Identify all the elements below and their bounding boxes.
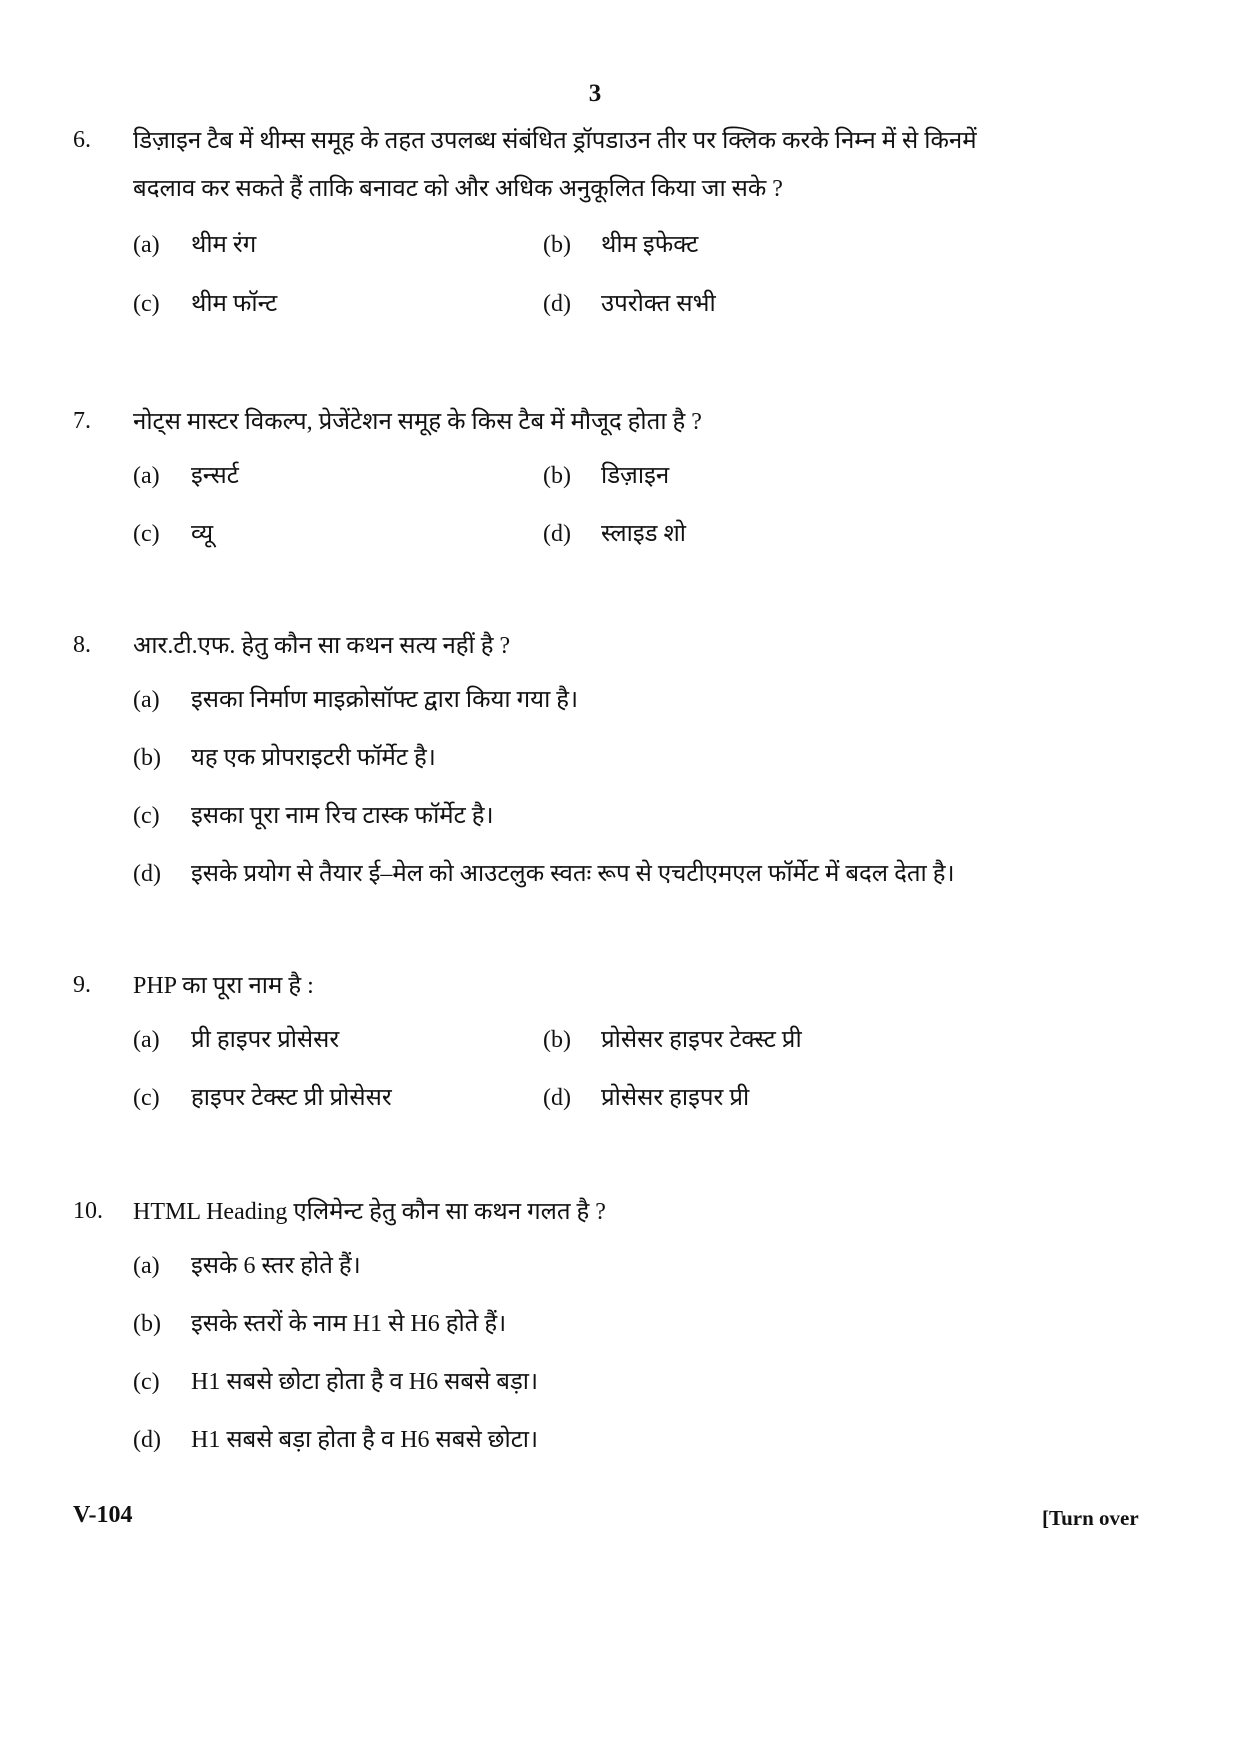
option-a [133,1020,339,1060]
question-number: 9. [73,972,91,998]
option-label: (c) [133,1369,160,1395]
option-text: डिज़ाइन [601,463,670,489]
option-text: थीम फॉन्ट [191,291,278,317]
option-c [133,514,213,554]
option-text: H1 सबसे बड़ा होता है व H6 सबसे छोटा। [191,1427,539,1453]
option-label: (c) [133,803,160,829]
option-text: इन्सर्ट [191,463,239,489]
question-number: 10. [73,1198,103,1224]
question-9 [73,962,1073,1120]
option-label: (a) [133,1027,160,1053]
question-stem [133,622,1073,670]
question-stem [133,1188,1073,1236]
option-text: प्री हाइपर प्रोसेसर [191,1027,340,1053]
option-d [543,284,716,324]
question-stem [133,117,1073,213]
option-label: (d) [133,1427,161,1453]
options [133,446,1073,556]
option-a [133,456,239,496]
option-c [133,284,277,324]
option-text: इसके प्रयोग से तैयार ई–मेल को आउटलुक स्वतः रूप से एचटीएमएल फॉर्मेट में बदल देता है। [191,861,955,887]
stem-line: नोट्स मास्टर विकल्प, प्रेजेंटेशन समूह के किस टैब में मौजूद होता है ? [133,409,702,435]
question-number: 7. [73,408,91,434]
stem-line: PHP का पूरा नाम है : [133,973,314,999]
option-label: (d) [133,861,161,887]
stem-line: HTML Heading एलिमेन्ट हेतु कौन सा कथन गलत है ? [133,1199,606,1225]
option-a [133,1246,361,1286]
option-text: प्रोसेसर हाइपर टेक्स्ट प्री [601,1027,802,1053]
option-text: H1 सबसे छोटा होता है व H6 सबसे बड़ा। [191,1369,539,1395]
option-text: इसके स्तरों के नाम H1 से H6 होते हैं। [191,1311,507,1337]
option-label: (a) [133,1253,160,1279]
option-text: प्रोसेसर हाइपर प्री [601,1085,750,1111]
option-text: उपरोक्त सभी [601,291,716,317]
question-8 [73,622,1073,900]
option-b [543,1020,802,1060]
option-label: (b) [543,463,571,489]
option-text: यह एक प्रोपराइटरी फॉर्मेट है। [191,745,436,771]
option-label: (b) [133,745,161,771]
options [133,1010,1073,1120]
options [133,1236,1073,1466]
option-label: (a) [133,463,160,489]
option-d [133,854,955,894]
question-stem [133,398,1073,446]
option-label: (a) [133,687,160,713]
stem-line: डिज़ाइन टैब में थीम्स समूह के तहत उपलब्ध संबंधित ड्रॉपडाउन तीर पर क्लिक करके निम्न में से किनमें [133,128,977,154]
option-a [133,225,256,265]
option-label: (d) [543,521,571,547]
option-label: (b) [543,232,571,258]
option-text: थीम इफेक्ट [601,232,699,258]
option-text: इसका पूरा नाम रिच टास्क फॉर्मेट है। [191,803,494,829]
turn-over-note: [Turn over [1042,1506,1139,1530]
option-label: (c) [133,291,160,317]
option-b [133,1304,506,1344]
paper-code: V-104 [73,1502,133,1528]
option-label: (c) [133,521,160,547]
stem-line: बदलाव कर सकते हैं ताकि बनावट को और अधिक अनुकूलित किया जा सके ? [133,176,783,202]
option-text: व्यू [191,521,214,547]
option-label: (a) [133,232,160,258]
option-label: (b) [543,1027,571,1053]
question-number: 8. [73,632,91,658]
option-d [543,514,686,554]
question-7 [73,398,1073,556]
option-text: थीम रंग [191,232,257,258]
option-label: (b) [133,1311,161,1337]
option-label: (d) [543,291,571,317]
option-text: हाइपर टेक्स्ट प्री प्रोसेसर [191,1085,392,1111]
option-text: इसके 6 स्तर होते हैं। [191,1253,361,1279]
option-b [543,456,669,496]
question-6 [73,117,1073,323]
option-c [133,1078,392,1118]
stem-line: आर.टी.एफ. हेतु कौन सा कथन सत्य नहीं है ? [133,633,511,659]
question-10 [73,1188,1073,1466]
option-c [133,796,494,836]
question-stem [133,962,1073,1010]
options [133,213,1073,323]
option-text: इसका निर्माण माइक्रोसॉफ्ट द्वारा किया गया है। [191,687,579,713]
page-number: 3 [588,80,602,107]
option-label: (d) [543,1085,571,1111]
option-b [543,225,698,265]
option-b [133,738,436,778]
option-d [543,1078,749,1118]
question-number: 6. [73,127,91,153]
option-label: (c) [133,1085,160,1111]
option-text: स्लाइड शो [601,521,686,547]
option-d [133,1420,538,1460]
options [133,670,1073,900]
option-c [133,1362,538,1402]
option-a [133,680,578,720]
